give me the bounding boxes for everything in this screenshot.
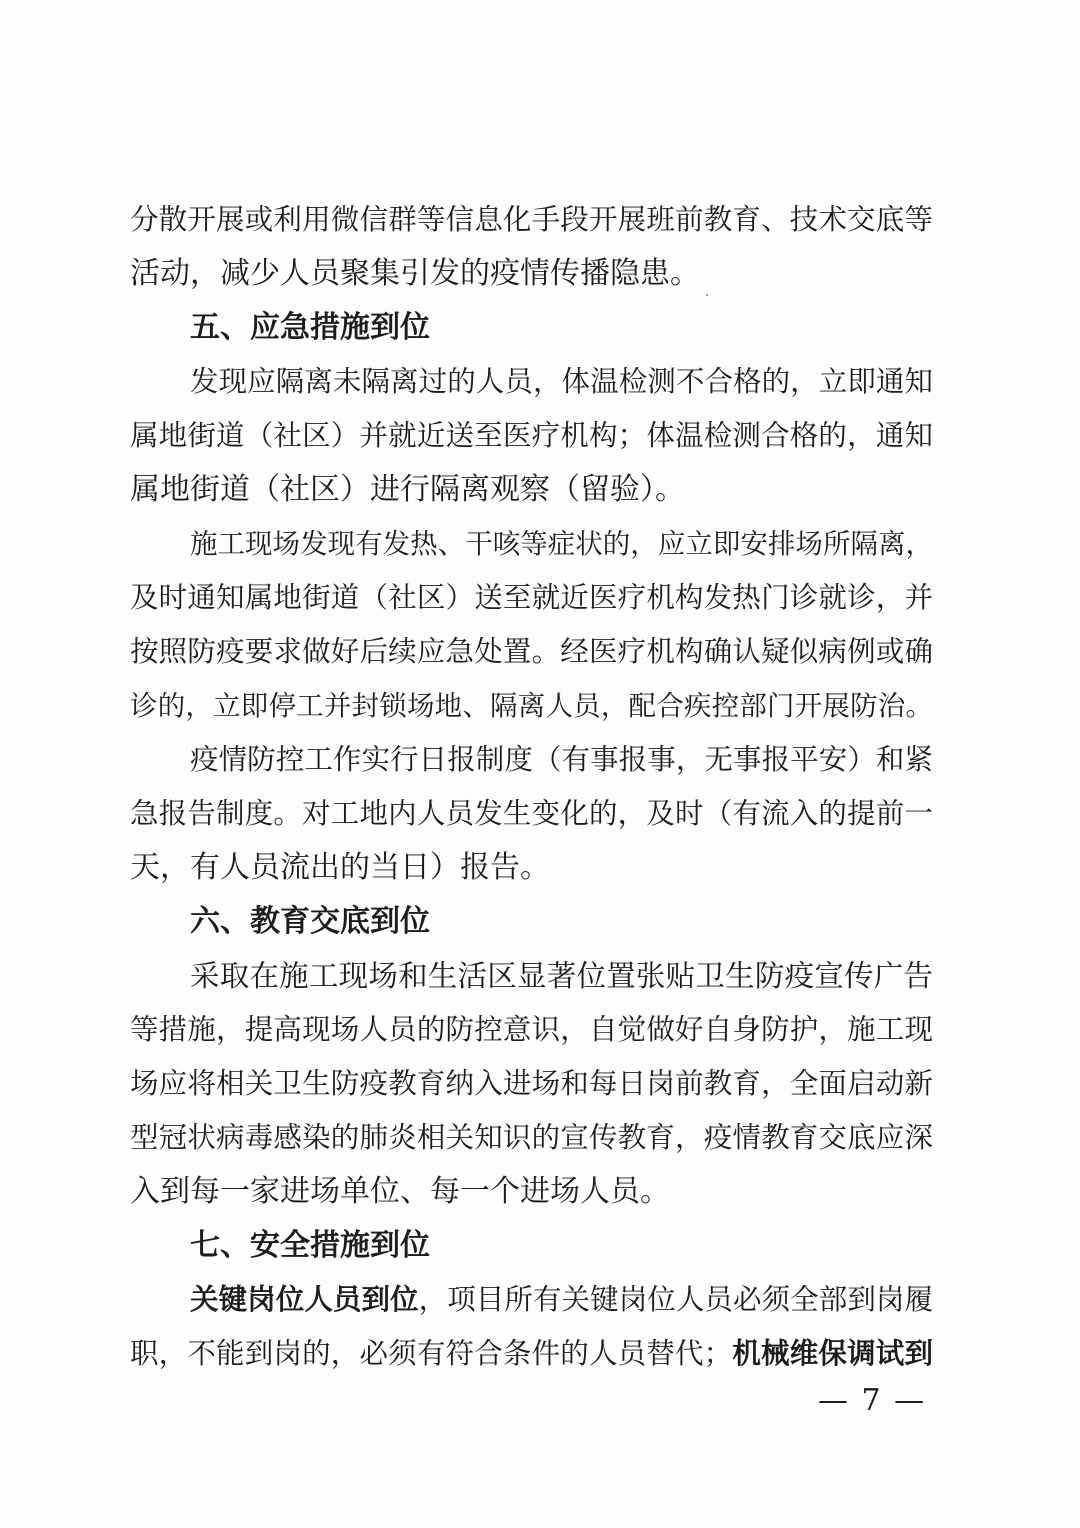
body-line: 发现应隔离未隔离过的人员，体温检测不合格的，立即通知 bbox=[190, 365, 933, 398]
body-line: 活动，减少人员聚集引发的疫情传播隐患。 bbox=[130, 256, 700, 291]
body-text: ，项目所有关键岗位人员必须全部到岗履 bbox=[418, 1283, 933, 1316]
body-line: 诊的，立即停工并封锁场地、隔离人员，配合疾控部门开展防治。 bbox=[130, 690, 933, 722]
body-line: 及时通知属地街道（社区）送至就近医疗机构发热门诊就诊，并 bbox=[130, 581, 933, 614]
bold-phrase: 关键岗位人员到位 bbox=[190, 1283, 419, 1316]
body-line: 等措施，提高现场人员的防控意识，自觉做好自身防护，施工现 bbox=[130, 1013, 933, 1046]
body-text: 职，不能到岗的，必须有符合条件的人员替代； bbox=[130, 1337, 733, 1370]
body-line: 施工现场发现有发热、干咳等症状的，应立即安排场所隔离， bbox=[190, 528, 933, 560]
body-line: 属地街道（社区）进行隔离观察（留验）。 bbox=[130, 472, 685, 507]
section-heading: 五、应急措施到位 bbox=[190, 310, 430, 345]
body-line: 入到每一家进场单位、每一个进场人员。 bbox=[130, 1174, 670, 1209]
body-line: 按照防疫要求做好后续应急处置。经医疗机构确认疑似病例或确 bbox=[130, 635, 933, 668]
body-line bbox=[130, 1327, 933, 1381]
body-line: 急报告制度。对工地内人员发生变化的，及时（有流入的提前一 bbox=[130, 797, 933, 830]
body-line: 分散开展或利用微信群等信息化手段开展班前教育、技术交底等 bbox=[130, 203, 933, 236]
body-line: 型冠状病毒感染的肺炎相关知识的宣传教育，疫情教育交底应深 bbox=[130, 1121, 933, 1154]
body-line: 采取在施工现场和生活区显著位置张贴卫生防疫宣传广告 bbox=[190, 959, 933, 993]
body-line: 天，有人员流出的当日）报告。 bbox=[130, 850, 550, 885]
page-number: — 7 — bbox=[818, 1383, 927, 1418]
body-line: 疫情防控工作实行日报制度（有事报事，无事报平安）和紧 bbox=[190, 743, 933, 776]
bold-phrase: 机械维保调试到 bbox=[732, 1337, 933, 1370]
document-body bbox=[130, 193, 933, 1381]
body-line: 属地街道（社区）并就近送至医疗机构；体温检测合格的，通知 bbox=[130, 419, 933, 452]
section-heading: 七、安全措施到位 bbox=[190, 1228, 430, 1263]
body-line: 场应将相关卫生防疫教育纳入进场和每日岗前教育，全面启动新 bbox=[130, 1067, 933, 1100]
section-heading: 六、教育交底到位 bbox=[190, 904, 430, 939]
scan-speck bbox=[706, 294, 708, 296]
body-line bbox=[130, 1273, 933, 1327]
